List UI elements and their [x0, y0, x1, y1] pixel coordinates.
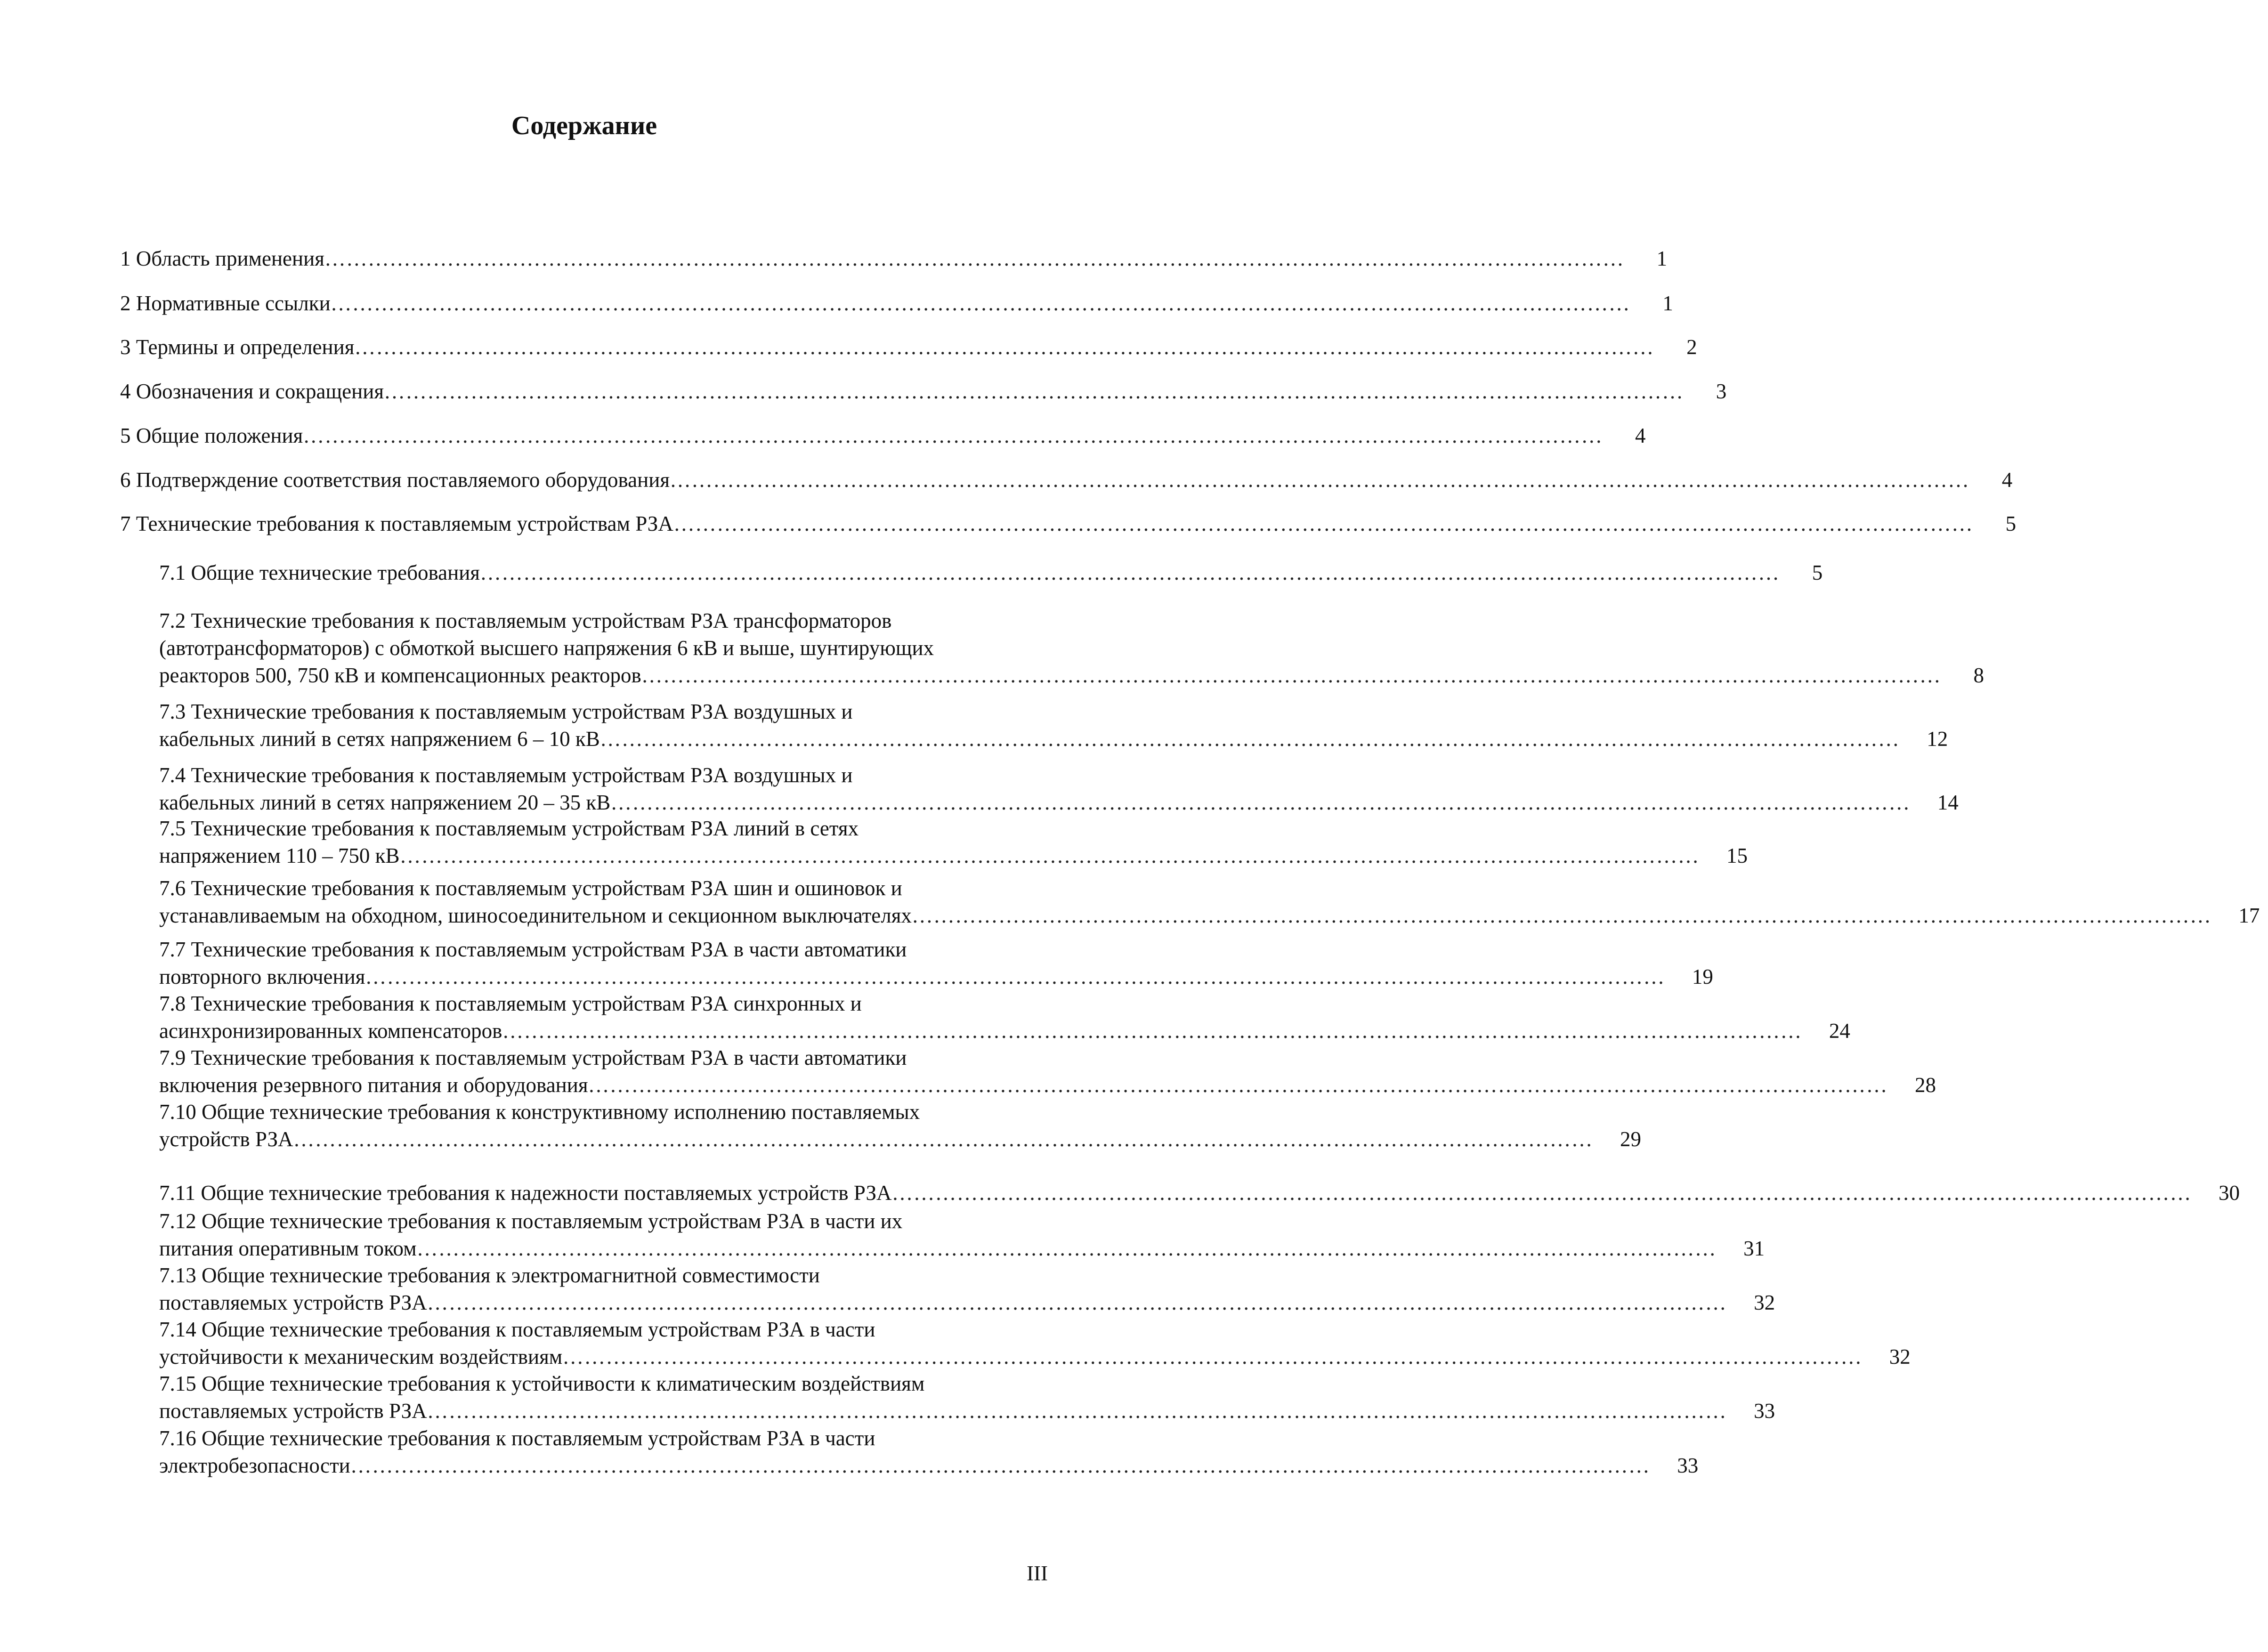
- toc-entry-title: 1 Область применения: [120, 247, 324, 270]
- toc-entry-title: поставляемых устройств РЗА: [159, 1399, 427, 1423]
- toc-entry-text-line: 7.9 Технические требования к поставляемым устройствам РЗА в части автоматики: [159, 1046, 907, 1069]
- toc-page-number: 8: [1973, 664, 1984, 687]
- toc-entry-text-line: 7.5 Технические требования к поставляемым устройствам РЗА линий в сетях: [159, 817, 859, 840]
- dot-leader: ………………………………………………………………………………………………………………………………………………………………: [354, 335, 1654, 359]
- toc-entry[interactable]: [120, 290, 1673, 317]
- dot-leader: ………………………………………………………………………………………………………………………………………………………………: [670, 468, 1970, 492]
- page-title: Содержание: [511, 111, 657, 140]
- toc-page-number: 24: [1829, 1019, 1850, 1043]
- toc-page-number: 12: [1927, 727, 1948, 751]
- toc-page-number: 33: [1677, 1454, 1699, 1477]
- toc-entry[interactable]: [159, 1370, 1775, 1425]
- toc-entry[interactable]: [120, 245, 1668, 272]
- toc-page-number: 29: [1620, 1127, 1642, 1151]
- toc-entry-title: 3 Термины и определения: [120, 335, 355, 359]
- toc-entry-text-line: 7.16 Общие технические требования к поставляемым устройствам РЗА в части: [159, 1426, 875, 1450]
- page-number: III: [1027, 1562, 1048, 1585]
- toc-page-number: 17: [2238, 904, 2260, 927]
- dot-leader: ………………………………………………………………………………………………………………………………………………………………: [293, 1127, 1593, 1151]
- dot-leader: ………………………………………………………………………………………………………………………………………………………………: [324, 247, 1624, 270]
- toc-entry-title: 7.11 Общие технические требования к надежности поставляемых устройств РЗА: [159, 1181, 892, 1205]
- toc-entry-text-line: 7.4 Технические требования к поставляемым устройствам РЗА воздушных и: [159, 763, 853, 787]
- toc-entry-title: 7 Технические требования к поставляемым устройствам РЗА: [120, 512, 673, 535]
- dot-leader: ………………………………………………………………………………………………………………………………………………………………: [673, 512, 1973, 535]
- toc-entry[interactable]: [120, 466, 2013, 494]
- toc-entry-title: напряжением 110 – 750 кВ: [159, 844, 400, 867]
- dot-leader: ………………………………………………………………………………………………………………………………………………………………: [599, 727, 1900, 751]
- toc-entry-title: 6 Подтверждение соответствия поставляемого оборудования: [120, 468, 670, 492]
- toc-entry[interactable]: [159, 1207, 1765, 1262]
- toc-entry-title: устанавливаемым на обходном, шиносоединительном и секционном выключателях: [159, 904, 912, 927]
- toc-page-number: 32: [1754, 1291, 1775, 1314]
- dot-leader: ………………………………………………………………………………………………………………………………………………………………: [891, 1181, 2192, 1205]
- toc-page-number: 1: [1656, 247, 1668, 270]
- toc-entry[interactable]: [120, 510, 2017, 537]
- toc-entry[interactable]: [120, 333, 1697, 361]
- dot-leader: ………………………………………………………………………………………………………………………………………………………………: [427, 1399, 1727, 1423]
- toc-entry-text-line: 7.14 Общие технические требования к поставляемым устройствам РЗА в части: [159, 1318, 875, 1341]
- dot-leader: ………………………………………………………………………………………………………………………………………………………………: [416, 1237, 1717, 1260]
- dot-leader: ………………………………………………………………………………………………………………………………………………………………: [641, 664, 1941, 687]
- toc-entry[interactable]: [159, 1262, 1775, 1316]
- toc-page-number: 5: [1812, 561, 1823, 584]
- toc-page-number: 2: [1686, 335, 1697, 359]
- toc-page-number: 4: [1635, 424, 1646, 447]
- toc-entry-title: 4 Обозначения и сокращения: [120, 380, 384, 403]
- toc-entry-title: электробезопасности: [159, 1454, 350, 1477]
- toc-entry[interactable]: [159, 875, 2260, 929]
- dot-leader: ………………………………………………………………………………………………………………………………………………………………: [911, 904, 2211, 927]
- toc-entry[interactable]: [120, 422, 1646, 449]
- toc-entry[interactable]: [159, 559, 1823, 586]
- dot-leader: ………………………………………………………………………………………………………………………………………………………………: [384, 380, 1684, 403]
- toc-entry[interactable]: [159, 1179, 2240, 1207]
- dot-leader: ………………………………………………………………………………………………………………………………………………………………: [350, 1454, 1650, 1477]
- toc-entry-title: 5 Общие положения: [120, 424, 303, 447]
- toc-page-number: 1: [1662, 292, 1673, 315]
- toc-entry[interactable]: [159, 761, 1959, 816]
- toc-page-number: 19: [1692, 965, 1713, 988]
- toc-page-number: 5: [2005, 512, 2017, 535]
- dot-leader: ………………………………………………………………………………………………………………………………………………………………: [610, 791, 1911, 814]
- toc-entry-text-line: 7.13 Общие технические требования к электромагнитной совместимости: [159, 1263, 820, 1287]
- toc-entry-title: поставляемых устройств РЗА: [159, 1291, 427, 1314]
- toc-entry-title: включения резервного питания и оборудования: [159, 1073, 588, 1097]
- toc-entry-text-line: 7.10 Общие технические требования к конструктивному исполнению поставляемых: [159, 1100, 920, 1124]
- toc-page-number: 28: [1915, 1073, 1936, 1097]
- toc-entry-title: 7.1 Общие технические требования: [159, 561, 480, 584]
- toc-entry-title: 2 Нормативные ссылки: [120, 292, 331, 315]
- dot-leader: ………………………………………………………………………………………………………………………………………………………………: [365, 965, 1665, 988]
- toc-entry-text-line: 7.2 Технические требования к поставляемым устройствам РЗА трансформаторов: [159, 609, 892, 632]
- dot-leader: ………………………………………………………………………………………………………………………………………………………………: [399, 844, 1700, 867]
- toc-page-number: 30: [2219, 1181, 2240, 1205]
- toc-entry-title: асинхронизированных компенсаторов: [159, 1019, 502, 1043]
- toc-entry-text-line: 7.8 Технические требования к поставляемым устройствам РЗА синхронных и: [159, 992, 862, 1015]
- toc-entry[interactable]: [159, 1098, 1642, 1153]
- dot-leader: ………………………………………………………………………………………………………………………………………………………………: [562, 1345, 1863, 1369]
- toc-page-number: 33: [1754, 1399, 1775, 1423]
- dot-leader: ………………………………………………………………………………………………………………………………………………………………: [303, 424, 1603, 447]
- toc-page-number: 15: [1726, 844, 1748, 867]
- toc-entry-title: повторного включения: [159, 965, 365, 988]
- toc-entry[interactable]: [159, 698, 1948, 753]
- toc-entry-title: питания оперативным током: [159, 1237, 417, 1260]
- toc-page-number: 14: [1937, 791, 1959, 814]
- toc-entry-text-line: 7.7 Технические требования к поставляемым устройствам РЗА в части автоматики: [159, 938, 907, 961]
- toc-entry-text-line: 7.3 Технические требования к поставляемым устройствам РЗА воздушных и: [159, 700, 853, 723]
- toc-entry-text-line: 7.15 Общие технические требования к устойчивости к климатическим воздействиям: [159, 1372, 925, 1395]
- toc-entry-title: кабельных линий в сетях напряжением 6 – 10 кВ: [159, 727, 600, 751]
- toc-entry-text-line: 7.6 Технические требования к поставляемым устройствам РЗА шин и ошиновок и: [159, 876, 902, 900]
- toc-entry-text-line: (автотрансформаторов) с обмоткой высшего напряжения 6 кВ и выше, шунтирующих: [159, 636, 934, 660]
- dot-leader: ………………………………………………………………………………………………………………………………………………………………: [480, 561, 1780, 584]
- toc-entry[interactable]: [159, 1044, 1936, 1099]
- toc-entry-text-line: 7.12 Общие технические требования к поставляемым устройствам РЗА в части их: [159, 1209, 903, 1233]
- dot-leader: ………………………………………………………………………………………………………………………………………………………………: [502, 1019, 1802, 1043]
- toc-page-number: 4: [2001, 468, 2013, 492]
- toc-entry[interactable]: [120, 378, 1727, 405]
- dot-leader: ………………………………………………………………………………………………………………………………………………………………: [427, 1291, 1727, 1314]
- toc-entry[interactable]: [159, 607, 1984, 689]
- toc-entry-title: устойчивости к механическим воздействиям: [159, 1345, 563, 1369]
- dot-leader: ………………………………………………………………………………………………………………………………………………………………: [330, 292, 1630, 315]
- toc-entry[interactable]: [159, 1316, 1911, 1370]
- toc-entry[interactable]: [159, 936, 1713, 990]
- toc-page-number: 31: [1743, 1237, 1765, 1260]
- toc-page-number: 3: [1716, 380, 1727, 403]
- toc-entry-title: реакторов 500, 750 кВ и компенсационных реакторов: [159, 664, 641, 687]
- toc-entry-title: кабельных линий в сетях напряжением 20 – 35 кВ: [159, 791, 611, 814]
- toc-page-number: 32: [1889, 1345, 1911, 1369]
- toc-entry[interactable]: [159, 1425, 1699, 1479]
- toc-entry-title: устройств РЗА: [159, 1127, 293, 1151]
- toc-entry[interactable]: [159, 815, 1748, 869]
- dot-leader: ………………………………………………………………………………………………………………………………………………………………: [588, 1073, 1888, 1097]
- toc-entry[interactable]: [159, 990, 1850, 1045]
